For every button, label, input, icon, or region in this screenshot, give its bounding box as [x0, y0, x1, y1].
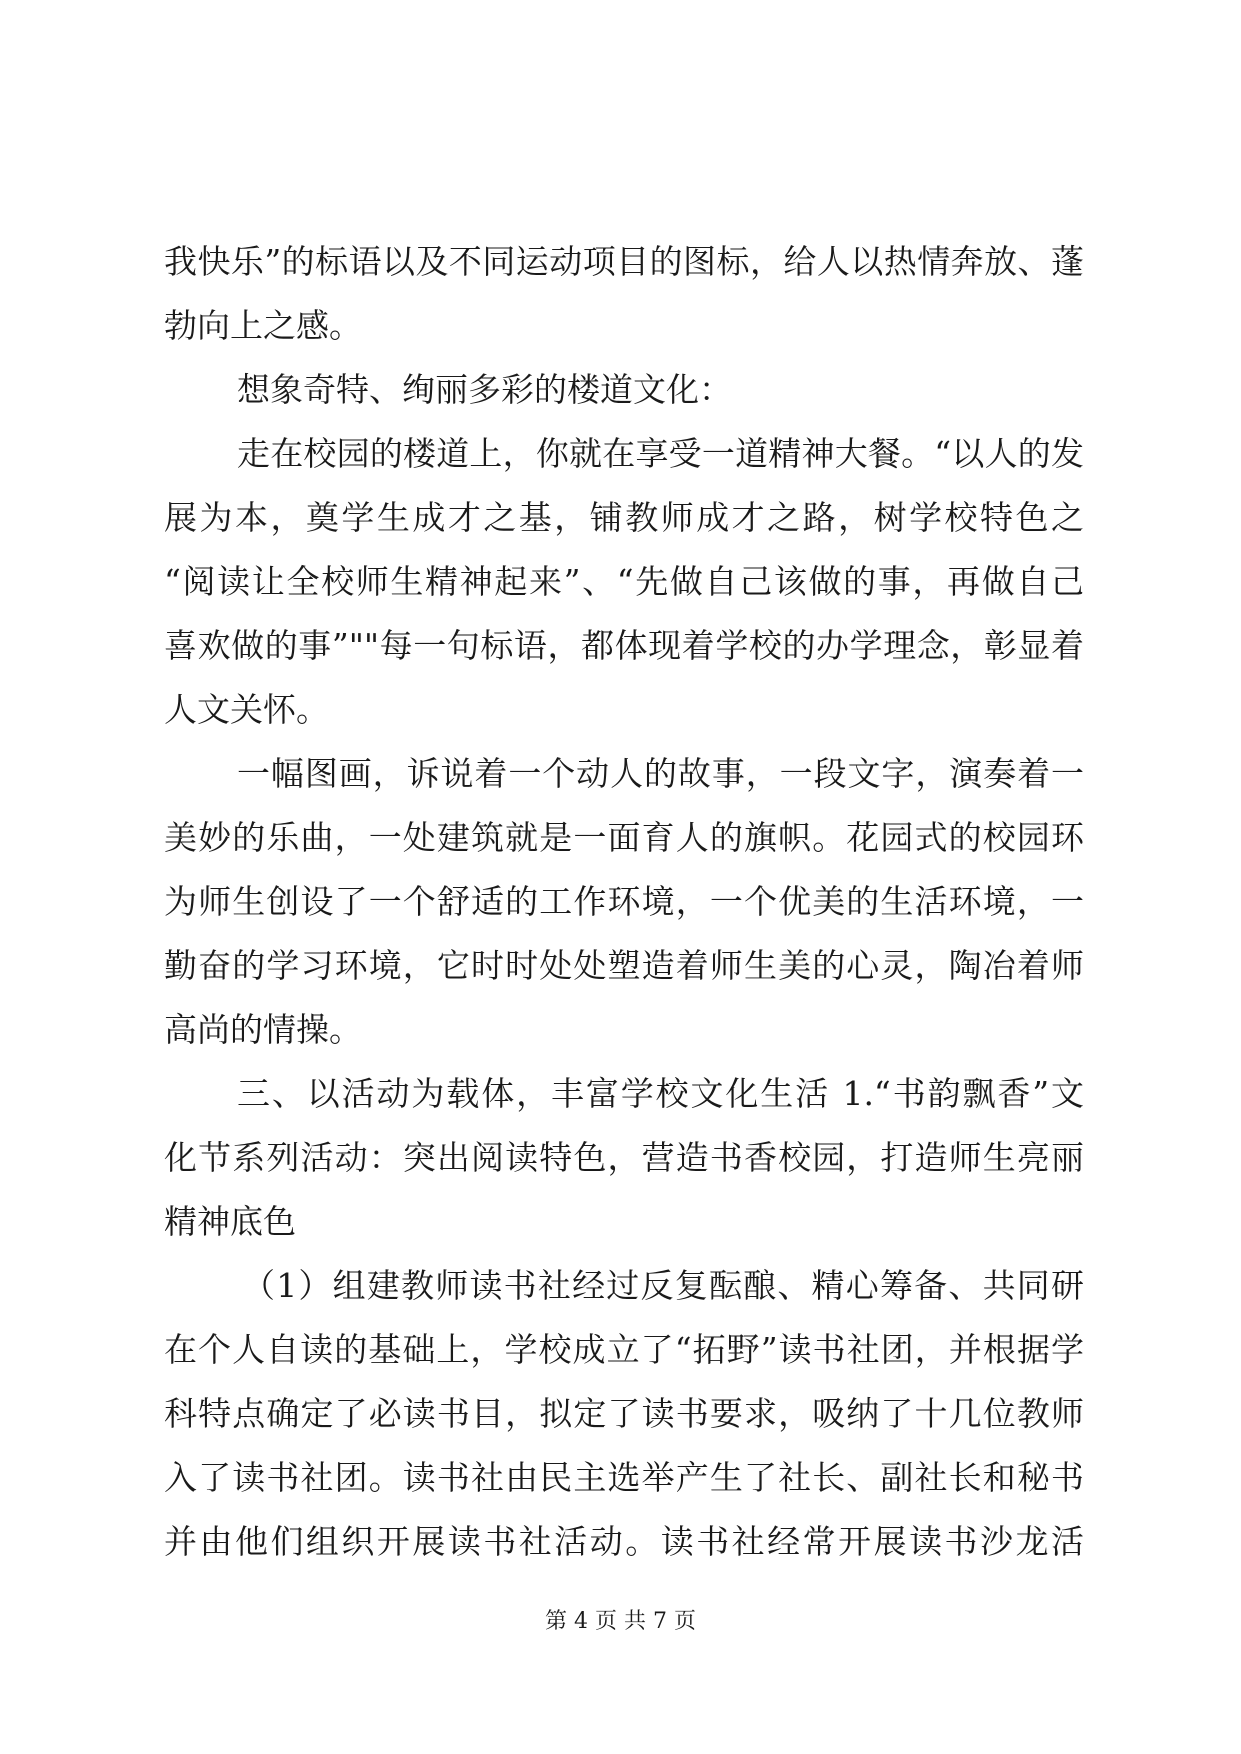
text-line: 三、以活动为载体，丰富学校文化生活 1.“书韵飘香”文	[237, 1074, 1084, 1113]
text-line: 展为本，奠学生成才之基，铺教师成才之路，树学校特色之	[164, 498, 1084, 537]
text-line: 在个人自读的基础上，学校成立了“拓野”读书社团，并根据学	[164, 1330, 1084, 1369]
text-line: 化节系列活动：突出阅读特色，营造书香校园，打造师生亮丽	[164, 1138, 1084, 1177]
text-line: “阅读让全校师生精神起来”、“先做自己该做的事，再做自己	[164, 562, 1084, 601]
paragraph	[164, 742, 1084, 1062]
text-line: 并由他们组织开展读书社活动。读书社经常开展读书沙龙活	[164, 1522, 1084, 1561]
text-line: 为师生创设了一个舒适的工作环境，一个优美的生活环境，一	[164, 882, 1084, 921]
text-line: 精神底色	[164, 1202, 296, 1241]
paragraph	[164, 422, 1084, 742]
text-line: 走在校园的楼道上，你就在享受一道精神大餐。“以人的发	[237, 434, 1084, 473]
text-line: 一幅图画，诉说着一个动人的故事，一段文字，演奏着一	[237, 754, 1084, 793]
text-line: 人文关怀。	[164, 690, 329, 729]
text-line: （1）组建教师读书社经过反复酝酿、精心筹备、共同研	[242, 1266, 1084, 1305]
text-line: 美妙的乐曲，一处建筑就是一面育人的旗帜。花园式的校园环	[164, 818, 1084, 857]
text-line: 我快乐”的标语以及不同运动项目的图标，给人以热情奔放、蓬	[164, 242, 1084, 281]
text-line: 科特点确定了必读书目，拟定了读书要求，吸纳了十几位教师	[164, 1394, 1084, 1433]
paragraph	[164, 1254, 1084, 1574]
text-line: 入了读书社团。读书社由民主选举产生了社长、副社长和秘书	[164, 1458, 1084, 1497]
paragraph	[164, 1062, 1084, 1254]
document-body	[164, 230, 1084, 1574]
paragraph	[164, 358, 1084, 422]
text-line: 勃向上之感。	[164, 306, 362, 345]
text-line: 高尚的情操。	[164, 1010, 362, 1049]
paragraph	[164, 230, 1084, 358]
text-line: 喜欢做的事”""每一句标语，都体现着学校的办学理念，彰显着	[164, 626, 1084, 665]
page-number-footer: 第 4 页 共 7 页	[545, 1609, 696, 1634]
text-line: 勤奋的学习环境，它时时处处塑造着师生美的心灵，陶冶着师	[164, 946, 1084, 985]
text-line: 想象奇特、绚丽多彩的楼道文化：	[237, 370, 732, 409]
